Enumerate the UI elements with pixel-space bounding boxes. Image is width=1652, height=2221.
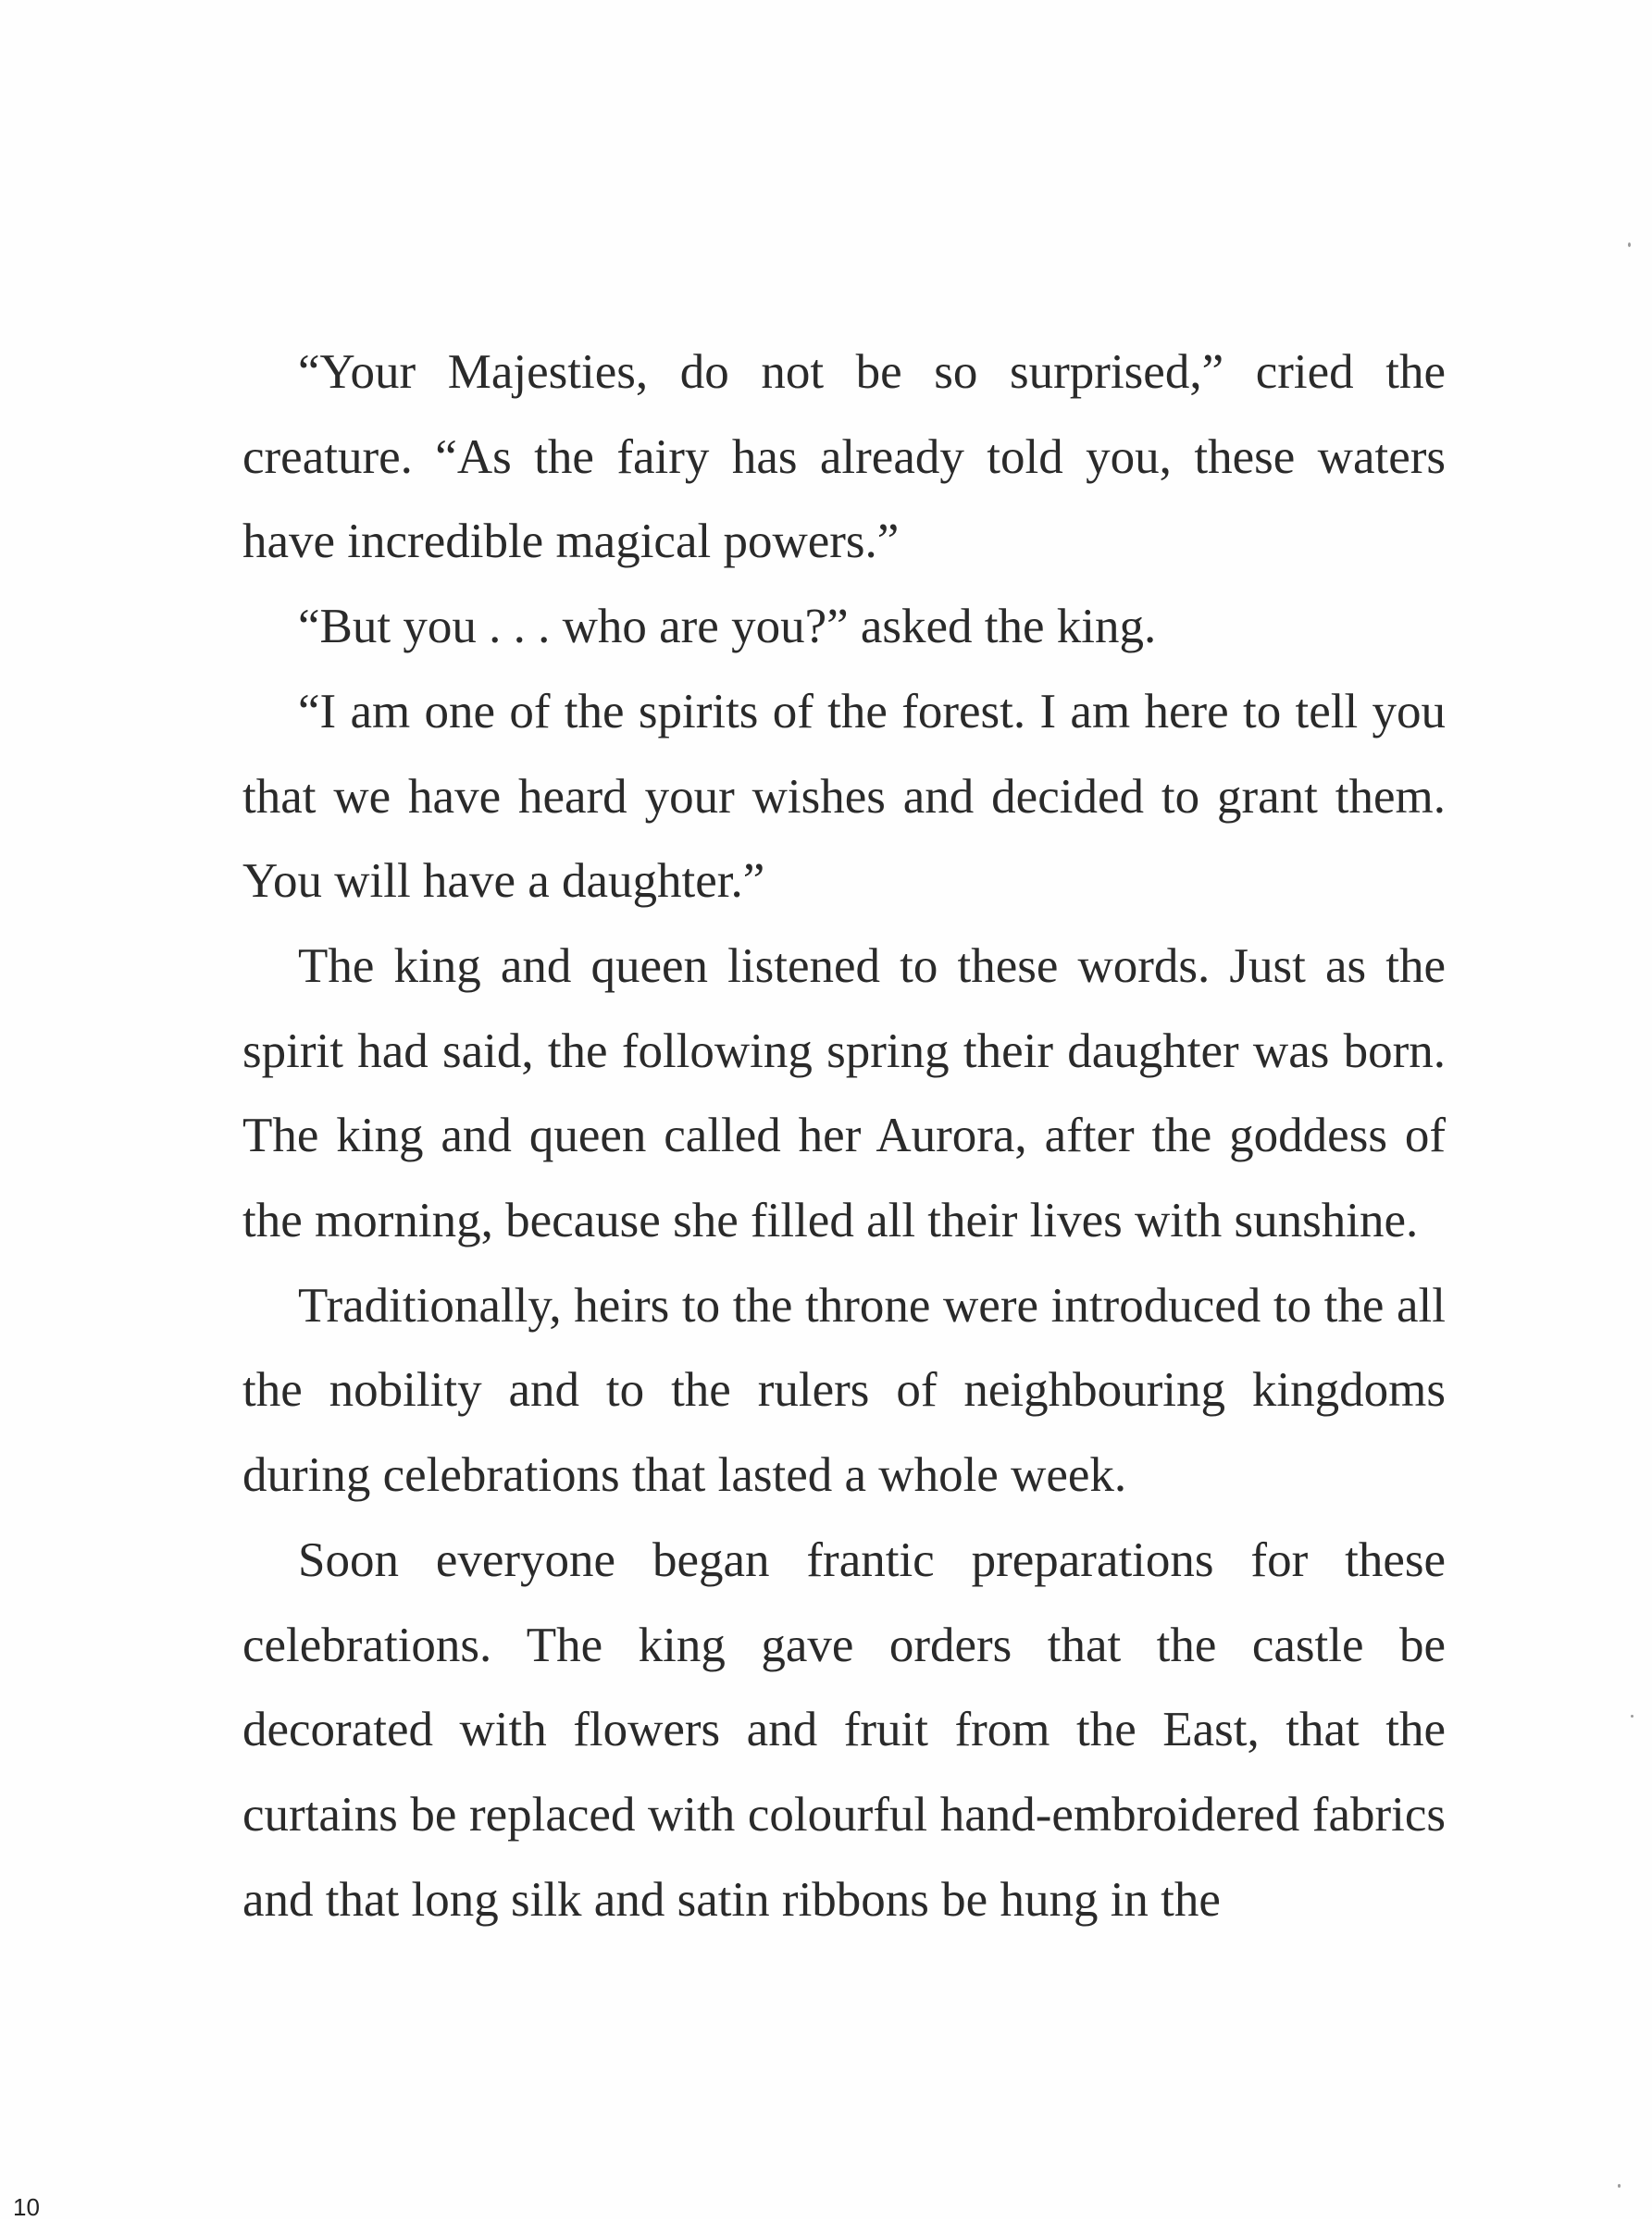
paragraph-1: “Your Majesties, do not be so surprised,” cried the creature. “As the fairy has already told you, these waters have incredible magical powers.” (242, 345, 1446, 569)
paragraph-4: The king and queen listened to these words. Just as the spirit had said, the following spring their daughter was born. The king and queen called her Aurora, after the goddess of the morning, because she filled all their lives with sunshine. (242, 938, 1446, 1248)
page-number: 10 (13, 2193, 40, 2221)
body-text (242, 330, 1446, 1942)
paragraph-5: Traditionally, heirs to the throne were introduced to the all the nobility and to the rulers of neighbouring kingdoms during celebrations that lasted a whole week. (242, 1278, 1446, 1503)
scan-speck (1618, 2184, 1621, 2188)
paragraph-6: Soon everyone began frantic preparations for these celebrations. The king gave orders that the castle be decorated with flowers and fruit from the East, that the curtains be replaced with colourful hand-embroidered fabrics and that long silk and satin ribbons be hung in the (242, 1532, 1446, 1927)
paragraph-3: “I am one of the spirits of the forest. I am here to tell you that we have heard your wishes and decided to grant them. You will have a daughter.” (242, 684, 1446, 909)
scan-speck (1628, 242, 1631, 247)
scan-speck (1631, 1715, 1633, 1718)
paragraph-2: “But you . . . who are you?” asked the king. (298, 600, 1157, 654)
